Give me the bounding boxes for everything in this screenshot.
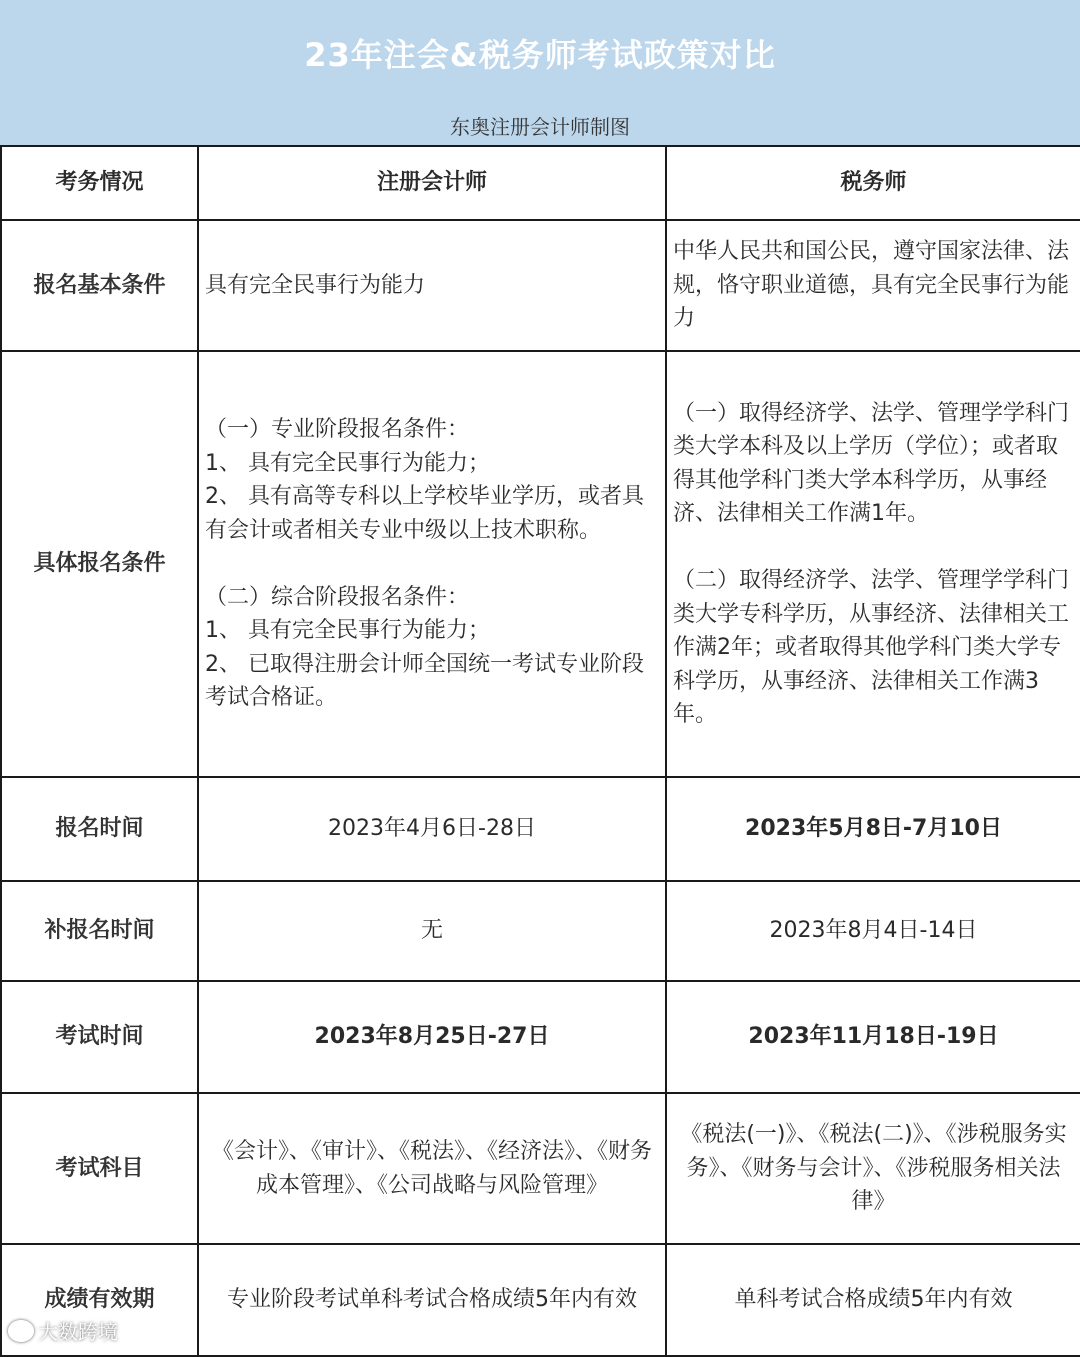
table-row bbox=[1, 1244, 1080, 1356]
row-label: 具体报名条件 bbox=[1, 351, 198, 777]
table-row bbox=[1, 351, 1080, 777]
row-label: 补报名时间 bbox=[1, 881, 198, 981]
page-title: 23年注会&税务师考试政策对比 bbox=[304, 36, 776, 74]
header-banner bbox=[0, 0, 1080, 145]
watermark-text: 大数跨境 bbox=[38, 1320, 118, 1344]
watermark bbox=[8, 1316, 118, 1345]
row-label: 成绩有效期 bbox=[1, 1244, 198, 1356]
cell-tax-supp-time: 2023年8月4日-14日 bbox=[666, 881, 1080, 981]
cell-cpa-validity: 专业阶段考试单科考试合格成绩5年内有效 bbox=[198, 1244, 666, 1356]
table-row bbox=[1, 1093, 1080, 1244]
cell-cpa-subjects: 《会计》、《审计》、《税法》、《经济法》、《财务成本管理》、《公司战略与风险管理》 bbox=[198, 1093, 666, 1244]
cell-tax-validity: 单科考试合格成绩5年内有效 bbox=[666, 1244, 1080, 1356]
comparison-table bbox=[0, 145, 1080, 1357]
cell-tax-reg-time: 2023年5月8日-7月10日 bbox=[666, 777, 1080, 881]
column-header-cpa: 注册会计师 bbox=[198, 146, 666, 220]
cpa-stage-2-item-2: 2、 已取得注册会计师全国统一考试专业阶段考试合格证。 bbox=[205, 651, 644, 711]
row-label: 报名基本条件 bbox=[1, 220, 198, 351]
row-label: 考试科目 bbox=[1, 1093, 198, 1244]
cell-tax-basic: 中华人民共和国公民，遵守国家法律、法规，恪守职业道德，具有完全民事行为能力 bbox=[666, 220, 1080, 351]
cell-cpa-supp-time: 无 bbox=[198, 881, 666, 981]
cpa-stage-1-title: （一）专业阶段报名条件： bbox=[205, 417, 470, 443]
table-row bbox=[1, 981, 1080, 1093]
spacer bbox=[205, 547, 659, 581]
page-subtitle: 东奥注册会计师制图 bbox=[450, 115, 630, 139]
table-row bbox=[1, 220, 1080, 351]
cell-cpa-exam-time: 2023年8月25日-27日 bbox=[198, 981, 666, 1093]
cell-cpa-reg-time: 2023年4月6日-28日 bbox=[198, 777, 666, 881]
column-header-tax: 税务师 bbox=[666, 146, 1080, 220]
cpa-stage-1-item-1: 1、 具有完全民事行为能力； bbox=[205, 450, 490, 476]
row-label: 考试时间 bbox=[1, 981, 198, 1093]
table-header-row bbox=[1, 146, 1080, 220]
row-label: 报名时间 bbox=[1, 777, 198, 881]
weibo-icon bbox=[8, 1320, 34, 1342]
spacer bbox=[673, 531, 1074, 565]
table-row bbox=[1, 881, 1080, 981]
cpa-stage-1-item-2: 2、 具有高等专科以上学校毕业学历，或者具有会计或者相关专业中级以上技术职称。 bbox=[205, 484, 644, 543]
cpa-stage-2-title: （二）综合阶段报名条件： bbox=[205, 584, 470, 610]
cell-cpa-specific bbox=[198, 351, 666, 777]
table-row bbox=[1, 777, 1080, 881]
column-header-item: 考务情况 bbox=[1, 146, 198, 220]
cell-tax-specific bbox=[666, 351, 1080, 777]
tax-condition-1: （一）取得经济学、法学、管理学学科门类大学本科及以上学历（学位）；或者取得其他学科门类大学本科学历，从事经济、法律相关工作满1年。 bbox=[673, 400, 1070, 526]
cpa-stage-2-item-1: 1、 具有完全民事行为能力； bbox=[205, 618, 490, 644]
cell-tax-exam-time: 2023年11月18日-19日 bbox=[666, 981, 1080, 1093]
cell-tax-subjects: 《税法(一)》、《税法(二)》、《涉税服务实务》、《财务与会计》、《涉税服务相关法律》 bbox=[666, 1093, 1080, 1244]
cell-cpa-basic: 具有完全民事行为能力 bbox=[198, 220, 666, 351]
tax-condition-2: （二）取得经济学、法学、管理学学科门类大学专科学历，从事经济、法律相关工作满2年；或者取得其他学科门类大学专科学历，从事经济、法律相关工作满3年。 bbox=[673, 568, 1070, 727]
